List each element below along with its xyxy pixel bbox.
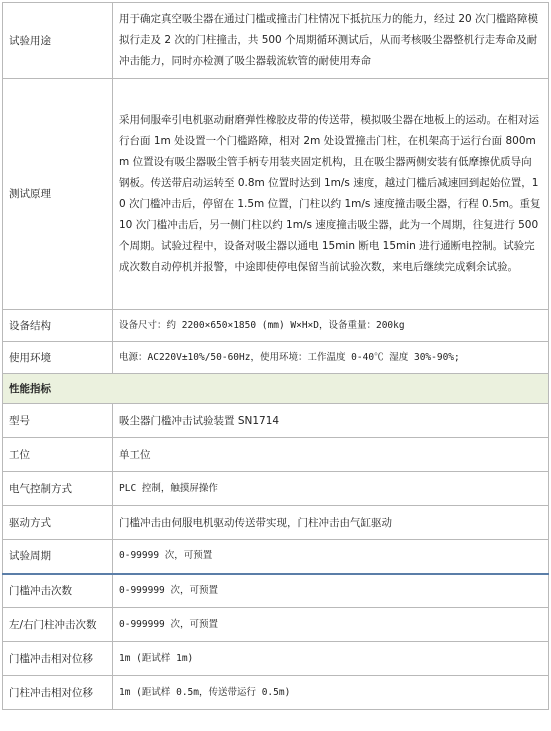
structure-text: 设备尺寸：约 2200×650×1850 (mm) W×H×D，设备重量：200kg bbox=[113, 310, 549, 342]
spec-table bbox=[2, 2, 549, 710]
environment-label: 使用环境 bbox=[3, 342, 113, 374]
purpose-label: 试验用途 bbox=[3, 3, 113, 79]
spec-label: 驱动方式 bbox=[3, 506, 113, 540]
spec-label: 电气控制方式 bbox=[3, 472, 113, 506]
spec-row-station bbox=[3, 438, 549, 472]
structure-label: 设备结构 bbox=[3, 310, 113, 342]
spec-row-threshold-displacement bbox=[3, 642, 549, 676]
spec-value: 门槛冲击由伺服电机驱动传送带实现，门柱冲击由气缸驱动 bbox=[113, 506, 549, 540]
spec-row-drive bbox=[3, 506, 549, 540]
spec-row-post-count bbox=[3, 608, 549, 642]
section-title: 性能指标 bbox=[3, 374, 549, 404]
section-row bbox=[3, 374, 549, 404]
row-purpose bbox=[3, 3, 549, 79]
environment-text: 电源：AC220V±10%/50-60Hz，使用环境：工作温度 0-40℃ 湿度 30%-90%; bbox=[113, 342, 549, 374]
spec-value: 0-99999 次，可预置 bbox=[113, 540, 549, 574]
spec-label: 左/右门柱冲击次数 bbox=[3, 608, 113, 642]
spec-value: 单工位 bbox=[113, 438, 549, 472]
spec-label: 门槛冲击相对位移 bbox=[3, 642, 113, 676]
row-principle bbox=[3, 79, 549, 310]
row-structure bbox=[3, 310, 549, 342]
spec-value: 1m (距试样 1m) bbox=[113, 642, 549, 676]
spec-row-post-displacement bbox=[3, 676, 549, 710]
spec-value: 0-999999 次，可预置 bbox=[113, 608, 549, 642]
spec-value: 0-999999 次，可预置 bbox=[113, 574, 549, 608]
spec-label: 试验周期 bbox=[3, 540, 113, 574]
principle-label: 测试原理 bbox=[3, 79, 113, 310]
spec-value: 吸尘器门槛冲击试验装置 SN1714 bbox=[113, 404, 549, 438]
spec-label: 门槛冲击次数 bbox=[3, 574, 113, 608]
spec-row-model bbox=[3, 404, 549, 438]
spec-label: 门柱冲击相对位移 bbox=[3, 676, 113, 710]
principle-text: 采用伺服牵引电机驱动耐磨弹性橡胶皮带的传送带，模拟吸尘器在地板上的运动。在相对运行台面 1m 处设置一个门槛路障，相对 2m 处设置撞击门柱，在机架高于运行台面 800mm 位置设有吸尘器吸尘管手柄专用装夹固定机构，且在吸尘器两侧安装有低摩擦优质导向钢板。传送带启动运转至 0.8m 位置时达到 1m/s 速度，越过门槛后减速回到起始位置，10 次门槛冲击后，停留在 1.5m 位置，门柱以约 1m/s 速度撞击吸尘器，行程 0.5m。重复 10 次门槛冲击后，另一侧门柱以约 1m/s 速度撞击吸尘器，此为一个周期，往复进行 500 个周期。试验过程中，设备对吸尘器以通电 15min 断电 15min 进行通断电控制。试验完成次数自动停机并报警，中途即使停电保留当前试验次数，来电后继续完成剩余试验。 bbox=[113, 79, 549, 310]
row-environment bbox=[3, 342, 549, 374]
spec-label: 工位 bbox=[3, 438, 113, 472]
spec-value: 1m (距试样 0.5m，传送带运行 0.5m) bbox=[113, 676, 549, 710]
spec-row-control bbox=[3, 472, 549, 506]
spec-row-cycle bbox=[3, 540, 549, 574]
spec-row-threshold-count bbox=[3, 574, 549, 608]
spec-label: 型号 bbox=[3, 404, 113, 438]
purpose-text: 用于确定真空吸尘器在通过门槛或撞击门柱情况下抵抗压力的能力，经过 20 次门槛路障模拟行走及 2 次的门柱撞击，共 500 个周期循环测试后，从而考核吸尘器整机行走寿命及耐冲击能力，同时亦检测了吸尘器载流软管的耐使用寿命 bbox=[113, 3, 549, 79]
spec-value: PLC 控制，触摸屏操作 bbox=[113, 472, 549, 506]
